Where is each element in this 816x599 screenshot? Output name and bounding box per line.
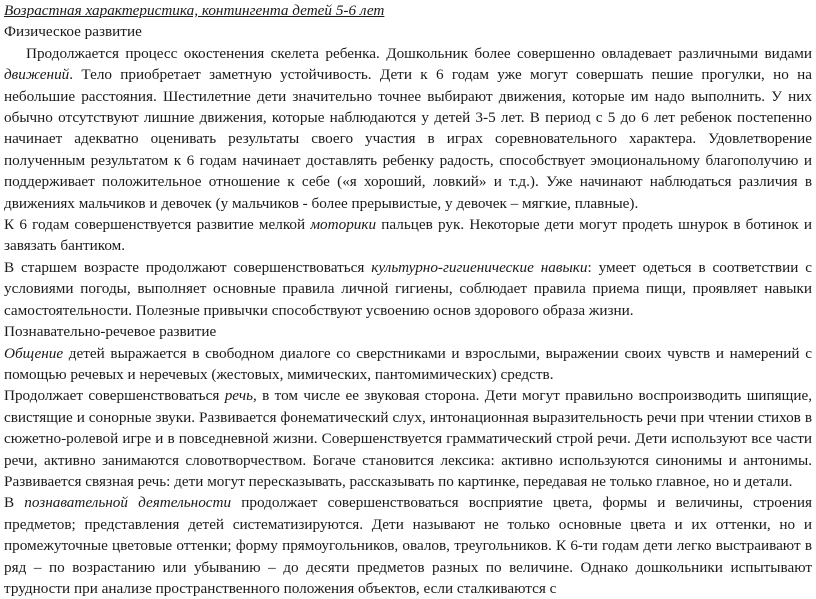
paragraph-hygiene — [4, 257, 812, 321]
text-run: в том числе ее звуковая сторона. Дети могут правильно воспроизводить шипящие, свистящие и сонорные звуки. Развивается фонематический слух, интонационная выразительность речи при чтении стихов в сюжетно-ролевой игре и в повседневной жизни. Совершенствуется грамматический строй речи. Дети используют все части речи, активно занимаются словотворчеством. Богаче становится лексика: активно используются синонимы и антонимы. Развивается связная речь: дети могут пересказывать, рассказывать по картинке, передавая не только главное, но и детали. — [4, 387, 812, 490]
text-run: пальцев рук. Некоторые дети могут продеть шнурок в ботинок и завязать бантиком. — [4, 216, 812, 255]
paragraph-physical-movements — [4, 43, 812, 214]
text-run: В старшем возрасте продолжают совершенствоваться — [4, 258, 372, 276]
text-run: детей выражается в свободном диалоге со сверстниками и взрослыми, выражении своих чувств и намерений с помощью речевых и неречевых (жестовых, мимических, пантомимических) средств. — [4, 344, 812, 383]
emphasis-motor: моторики — [310, 216, 377, 234]
emphasis-movements: движений — [4, 66, 70, 84]
text-run: Продолжает совершенствоваться — [4, 387, 225, 405]
text-run: . Тело приобретает заметную устойчивость. Дети к 6 годам уже могут совершать пешие прогулки, но на небольшие расстояния. Шестилетние дети значительно точнее выбирают движения, которые им надо выполнить. У них обычно отсутствуют лишние движения, которые наблюдаются у детей 3-5 лет. В период с 5 до 6 лет ребенок постепенно начинает адекватно оценивать результаты своего участия в играх соревновательного характера. Удовлетворение полученным результатом к 6 годам начинает доставлять ребенку радость, способствует эмоциональному благополучию и поддерживает положительное отношение к себе («я хороший, ловкий» и т.д.). Уже начинают наблюдаться различия в движениях мальчиков и девочек (у мальчиков - более прерывистые, у девочек – мягкие, плавные). — [4, 66, 812, 212]
section-title-physical: Физическое развитие — [4, 23, 142, 41]
emphasis-hygiene: культурно-гигиенические навыки — [371, 258, 588, 276]
emphasis-communication: Общение — [4, 344, 64, 362]
text-run: : умеет одеться в соответствии с условиями погоды, выполняет основные правила личной гигиены, соблюдает правила приема пищи, проявляет навыки самостоятельности. Полезные привычки способствуют усвоению основ здорового образа жизни. — [4, 258, 812, 319]
text-run: продолжает совершенствоваться восприятие цвета, формы и величины, строения предметов; представления детей систематизируются. Дети называют не только основные цвета и их оттенки, но и промежуточные цветовые оттенки; форму прямоугольников, овалов, треугольников. К 6-ти годам дети легко выстраивают в ряд – по возрастанию или убыванию – до десяти предметов разных по величине. Однако дошкольники испытывают трудности при анализе пространственного положения объектов, если сталкиваются с — [4, 494, 812, 597]
paragraph-communication — [4, 343, 812, 386]
text-run: В — [4, 494, 25, 512]
paragraph-fine-motor — [4, 214, 812, 257]
section-title-cognitive: Познавательно-речевое развитие — [4, 323, 217, 341]
document-heading: Возрастная характеристика, контингента детей 5-6 лет — [4, 2, 385, 19]
paragraph-cognitive-activity — [4, 492, 812, 599]
paragraph-speech — [4, 385, 812, 492]
emphasis-cognitive: познавательной деятельности — [24, 494, 232, 512]
emphasis-speech: речь, — [224, 387, 257, 405]
text-run: К 6 годам совершенствуется развитие мелкой — [4, 216, 311, 234]
text-run: Продолжается процесс окостенения скелета ребенка. Дошкольник более совершенно овладевает различными видами — [26, 44, 812, 62]
